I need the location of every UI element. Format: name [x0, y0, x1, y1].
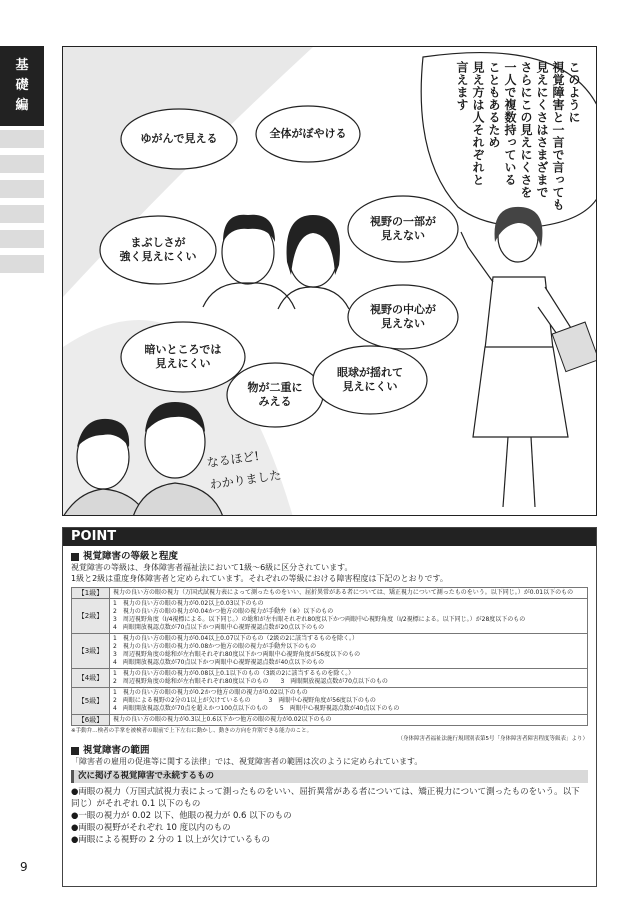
narration-line: このように — [567, 61, 581, 124]
grade-description: 1 視力の良い方の眼の視力が0.2かつ他方の眼の視力が0.02以下のもの 2 両眼による視野の2分の1以上が欠けているもの 3 両眼中心視野角度が56度以下のもの 4 両眼開放視認点数が70点を超えかつ100点以下のもの 5 両眼中心視野視認点数が40点以下のもの — [110, 688, 588, 715]
index-bar — [0, 130, 44, 148]
bubble-central-field-loss: 視野の中心が 見えない — [370, 303, 436, 330]
point-box — [62, 527, 597, 887]
list-item: ●両眼の視野がそれぞれ 10 度以内のもの — [71, 823, 231, 833]
page-number: 9 — [20, 860, 28, 874]
list-item: ●一眼の視力が 0.02 以下、他眼の視力が 0.6 以下のもの — [71, 811, 292, 821]
narration-line: さらにこの見えにくさを — [519, 61, 533, 199]
grade-description: 1 視力の良い方の眼の視力が0.02以上0.03以下のもの 2 視力の良い方の眼の視力が0.04かつ他方の眼の視力が手動弁（※）以下のもの 3 周辺視野角度（Ⅰ/4視標による。以下同じ。）の総和が左右眼それぞれ80度以下かつ両眼中心視野角度（Ⅰ/2視標による。以下同じ。）が28度以下のもの 4 両眼開放視認点数が70点以下かつ両眼中心視野視認点数が20点以下のもの — [110, 599, 588, 634]
index-bar — [0, 230, 44, 248]
index-bar — [0, 205, 44, 223]
bubble-partial-field-loss: 視野の一部が 見えない — [370, 215, 436, 242]
grade-label: 【3級】 — [72, 634, 110, 669]
footnote: ※手動弁…検者の手掌を被検者の眼前で上下左右に動かし、動きの方向を弁別できる能力のこと。 — [71, 728, 313, 734]
table-row — [72, 688, 588, 715]
table-row — [72, 634, 588, 669]
highlight-heading: 次に掲げる視覚障害で永続するもの — [71, 770, 588, 783]
table-row — [72, 588, 588, 599]
square-bullet-icon — [71, 553, 79, 561]
grade-description: 視力の良い方の眼の視力（万国式試視力表によって測ったものをいい、屈折異常がある者については、矯正視力について測ったものをいう。以下同じ。）が0.01以下のもの — [110, 588, 588, 599]
grade-label: 【5級】 — [72, 688, 110, 715]
square-bullet-icon — [71, 747, 79, 755]
grades-intro-1: 視覚障害の等級は、身体障害者福祉法において1級～6級に区分されています。 — [71, 563, 353, 572]
index-bar — [0, 180, 44, 198]
narration-line: 言えます — [455, 61, 469, 111]
index-bar — [0, 155, 44, 173]
grade-description: 視力の良い方の眼の視力が0.3以上0.6以下かつ他方の眼の視力が0.02以下のもの — [110, 715, 588, 726]
grade-label: 【4級】 — [72, 669, 110, 688]
section-title-text: 視覚障害の等級と程度 — [83, 551, 179, 562]
section-index-bars — [0, 130, 44, 280]
bubble-distorted-vision: ゆがんで見える — [140, 132, 218, 145]
grades-table — [71, 587, 588, 726]
table-row — [72, 669, 588, 688]
narration-line: 視覚障害と一言で言っても — [551, 61, 565, 211]
section-tab-char: 礎 — [15, 78, 29, 93]
grades-intro-2: 1級と2級は重度身体障害者と定められています。それぞれの等級における障害程度は下記のとおりです。 — [71, 574, 448, 583]
grade-label: 【1級】 — [72, 588, 110, 599]
grade-description: 1 視力の良い方の眼の視力が0.04以上0.07以下のもの（2級の2に該当するものを除く。） 2 視力の良い方の眼の視力が0.08かつ他方の眼の視力が手動弁以下のもの 3 周辺視野角度の総和が左右眼それぞれ80度以下かつ両眼中心視野角度が56度以下のもの 4 両眼開放視認点数が70点以下かつ両眼中心視野視認点数が40点以下のもの — [110, 634, 588, 669]
index-bar — [0, 255, 44, 273]
table-row — [72, 599, 588, 634]
section-title-grades — [71, 551, 588, 562]
narration-line: こともあるため — [487, 61, 501, 149]
narration-text — [454, 61, 582, 211]
narration-line: 一人で複数持っている — [503, 61, 517, 186]
list-item: ●両眼による視野の 2 分の 1 以上が欠けているもの — [71, 835, 271, 845]
handwritten-reply: なるほど! わかりました — [205, 448, 283, 492]
narration-line: 見えにくさはさまざまで — [535, 61, 549, 199]
bubble-glare: まぶしさが 強く見えにくい — [119, 236, 197, 263]
manga-panel — [62, 46, 597, 516]
bubble-blurry-vision: 全体がぼやける — [269, 127, 347, 140]
range-intro: 「障害者の雇用の促進等に関する法律」では、視覚障害者の範囲は次のように定められています。 — [71, 757, 423, 766]
section-tab-char: 基 — [15, 58, 29, 73]
point-header: POINT — [63, 528, 596, 546]
section-tab-char: 編 — [15, 98, 29, 113]
section-tab — [0, 46, 44, 126]
section-title-text: 視覚障害の範囲 — [83, 745, 150, 756]
bubble-nystagmus: 眼球が揺れて 見えにくい — [337, 366, 403, 393]
bubble-double-vision: 物が二重に みえる — [247, 381, 303, 408]
list-item: ●両眼の視力（万国式試視力表によって測ったものをいい、屈折異常がある者については、矯正視力について測ったものをいう。以下同じ）がそれぞれ 0.1 以下のもの — [71, 787, 580, 809]
grade-description: 1 視力の良い方の眼の視力が0.08以上0.1以下のもの（3級の2に該当するものを除く。） 2 周辺視野角度の総和が左右眼それぞれ80度以下のもの 3 両眼開放視認点数が70点以下のもの — [110, 669, 588, 688]
table-row — [72, 715, 588, 726]
grade-label: 【6級】 — [72, 715, 110, 726]
narration-line: 見え方は人それぞれと — [471, 61, 485, 186]
bubble-night-vision: 暗いところでは 見えにくい — [144, 343, 222, 370]
grade-label: 【2級】 — [72, 599, 110, 634]
section-title-range — [71, 745, 588, 756]
source-citation: （身体障害者福祉法施行規則別表第5号「身体障害者障害程度等級表」より） — [397, 736, 588, 742]
